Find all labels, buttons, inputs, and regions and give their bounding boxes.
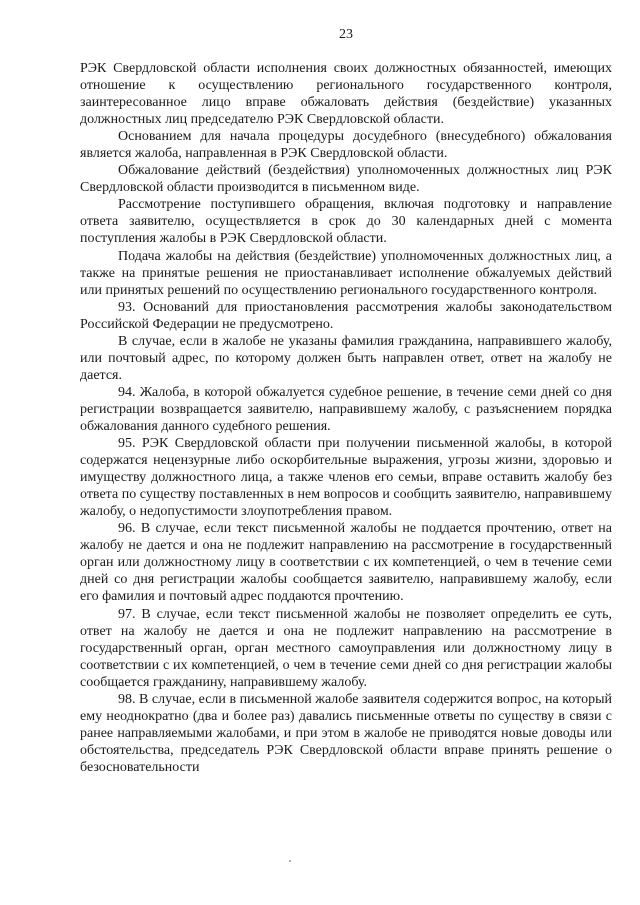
paragraph-item-98: 98. В случае, если в письменной жалобе заявителя содержится вопрос, на который ему неоднократно (два и более раз) давались письменные ответы по существу в связи с ранее направляемыми жалобами, и при этом в жалобе не приводятся новые доводы или обстоятельства, председатель РЭК Свердловской области вправе принять решение о безосновательности — [80, 691, 612, 775]
paragraph: Обжалование действий (бездействия) уполномоченных должностных лиц РЭК Свердловской области производится в письменном виде. — [80, 163, 612, 196]
paragraph: Рассмотрение поступившего обращения, включая подготовку и направление ответа заявителю, осуществляется в срок до 30 календарных дней с момента поступления жалобы в РЭК Свердловской области. — [80, 197, 612, 247]
paragraph: В случае, если в жалобе не указаны фамилия гражданина, направившего жалобу, или почтовый адрес, по которому должен быть направлен ответ, ответ на жалобу не дается. — [80, 333, 612, 383]
paragraph-item-93: 93. Оснований для приостановления рассмотрения жалобы законодательством Российской Федерации не предусмотрено. — [80, 299, 612, 332]
paragraph: Основанием для начала процедуры досудебного (внесудебного) обжалования является жалоба, направленная в РЭК Свердловской области. — [80, 129, 612, 162]
paragraph-item-96: 96. В случае, если текст письменной жалобы не поддается прочтению, ответ на жалобу не дается и она не подлежит направлению на рассмотрение в государственный орган или должностному лицу в соответствии с их компетенцией, о чем в течение семи дней со дня регистрации жалобы сообщается заявителю, направившему жалобу, если его фамилия и почтовый адрес поддаются прочтению. — [80, 521, 612, 605]
page-number: 23 — [339, 27, 353, 42]
paragraph-item-95: 95. РЭК Свердловской области при получении письменной жалобы, в которой содержатся нецензурные либо оскорбительные выражения, угрозы жизни, здоровью и имуществу должностного лица, а также членов его семьи, вправе оставить жалобу без ответа по существу поставленных в нем вопросов и сообщить заявителю, направившему жалобу, о недопустимости злоупотребления правом. — [80, 436, 612, 520]
paragraph-continuation: РЭК Свердловской области исполнения своих должностных обязанностей, имеющих отношение к осуществлению регионального государственного контроля, заинтересованное лицо вправе обжаловать действия (бездействие) указанных должностных лиц председателю РЭК Свердловской области. — [80, 61, 612, 128]
paragraph-item-94: 94. Жалоба, в которой обжалуется судебное решение, в течение семи дней со дня регистрации возвращается заявителю, направившему жалобу, с разъяснением порядка обжалования данного судебного решения. — [80, 384, 612, 434]
paragraph: Подача жалобы на действия (бездействие) уполномоченных должностных лиц, а также на принятые решения не приостанавливает исполнение обжалуемых действий или принятых решений по осуществлению регионального государственного контроля. — [80, 248, 612, 298]
body-text — [80, 60, 612, 776]
paragraph-item-97: 97. В случае, если текст письменной жалобы не позволяет определить ее суть, ответ на жалобу не дается и она не подлежит направлению на рассмотрение в государственный орган, орган местного самоуправления или должностному лицу в соответствии с их компетенцией, о чем в течение семи дней со дня регистрации жалобы сообщается гражданину, направившему жалобу. — [80, 606, 612, 690]
scan-speck — [289, 860, 291, 862]
